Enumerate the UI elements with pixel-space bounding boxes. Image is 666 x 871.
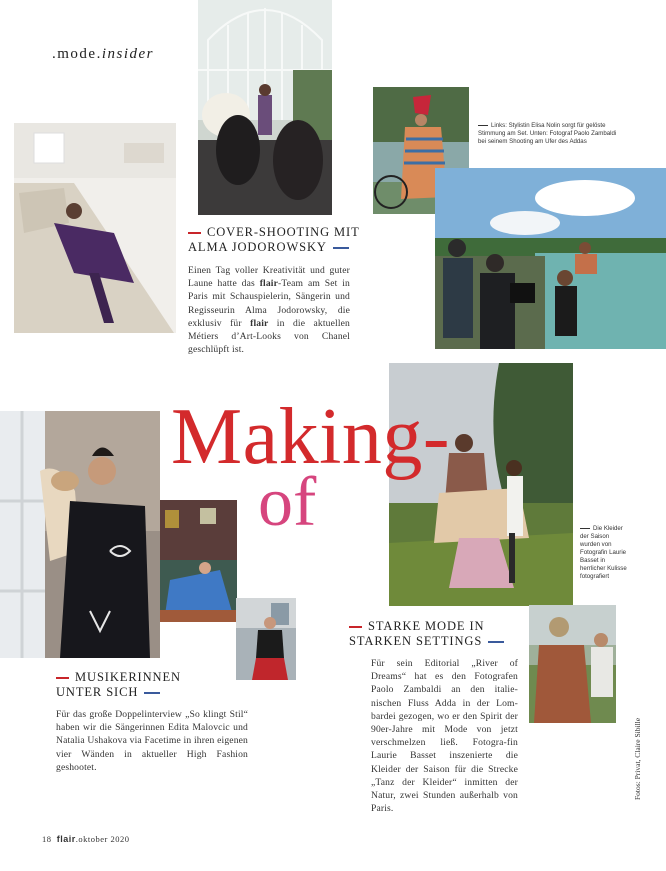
page-number: 18 (42, 834, 52, 844)
heading-musikerinnen: MUSIKERINNEN UNTER SICH (56, 670, 181, 699)
photo-river-shoot (435, 168, 666, 349)
title-making: Making- (171, 393, 451, 481)
photo-singer-black-top (236, 598, 296, 680)
photo-woman-with-dog (0, 411, 160, 658)
page-footer (42, 834, 129, 844)
footer-brand: flair (56, 834, 76, 844)
title-of: of (258, 464, 317, 541)
text-starke-mode: Für sein Editorial „River of Dreams“ hat es den Fotografen Paolo Zambaldi an den italie-nischen Fluss Adda in der Lom-bardei gezogen, wo er den Spirit der 90er-Jahre mit Mode von jetzt verschmelzen ließ. Fotogra-fin Laurie Basset inszenierte die Kleider der Saison für die Strecke „Tanz der Kleider“ inmitten der Natur, zwei Stunden außerhalb von Paris. (371, 658, 518, 815)
text-cover-shooting: Einen Tag voller Kreativität und guter Laune hatte das flair-Team am Set in Paris mit Schauspielerin, Sängerin und Regisseurin Alma Jodorowsky, die exklusiv für flair in die aktuellen Métiers d’Art-Looks von Chanel geschlüpft ist. (188, 265, 350, 356)
photo-greenhouse-shoot (198, 0, 332, 215)
photo-woman-on-sofa (14, 123, 176, 333)
caption-river: Links: Stylistin Elisa Nolin sorgt für gelöste Stimmung am Set. Unten: Fotograf Paolo Zambaldi bei seinem Shooting am Ufer des Addas (478, 122, 617, 145)
footer-issue: .oktober 2020 (75, 834, 130, 844)
photo-singer-blue-dress (160, 500, 237, 622)
caption-meadow: Die Kleider der Saison wurden von Fotografin Laurie Basset in herrlicher Kulisse fotografiert (580, 525, 627, 580)
heading-cover-shooting: COVER-SHOOTING MIT ALMA JODOROWSKY (188, 225, 360, 254)
text-musikerinnen: Für das große Doppelinterview „So klingt Stil“ haben wir die Sängerinnen Edita Malovcic und Natalia Ushakova via Facetime in ihren eigenen vier Wänden in aktueller High Fashion geshootet. (56, 709, 248, 773)
heading-starke-mode: STARKE MODE IN STARKEN SETTINGS (349, 619, 549, 649)
section-kicker: .mode.insider (52, 46, 154, 62)
photo-credit: Fotos: Privat, Claire Sibille (633, 717, 642, 800)
